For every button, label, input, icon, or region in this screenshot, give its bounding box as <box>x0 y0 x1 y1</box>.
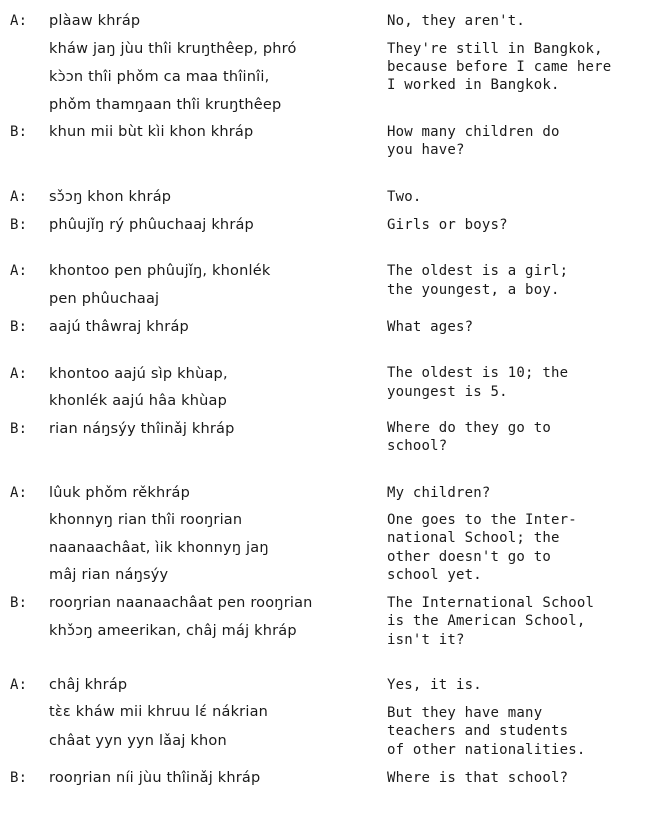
speaker-label: A: <box>10 366 28 382</box>
english-line: No, they aren't. <box>387 13 526 29</box>
speaker-label: B: <box>10 421 28 437</box>
thai-line: naanaachâat, ìik khonnyŋ jaŋ <box>49 540 269 556</box>
thai-line: lûuk phǒm rěkhráp <box>49 485 191 501</box>
thai-line: châat yyn yyn lǎaj khon <box>49 733 227 749</box>
thai-line: khontoo aajú sìp khùap, <box>49 366 228 382</box>
speaker-label: B: <box>10 217 28 233</box>
english-line: Girls or boys? <box>387 217 508 233</box>
speaker-label: B: <box>10 595 28 611</box>
speaker-label: A: <box>10 677 28 693</box>
speaker-label: B: <box>10 124 28 140</box>
thai-line: plàaw khráp <box>49 13 141 29</box>
english-line: Yes, it is. <box>387 677 482 693</box>
english-line: you have? <box>387 142 465 158</box>
english-line: I worked in Bangkok. <box>387 77 560 93</box>
thai-line: tɛ̀ɛ kháw mii khruu lɛ́ nákrian <box>49 704 269 720</box>
english-line: My children? <box>387 485 491 501</box>
thai-line: mâj rian náŋsýy <box>49 567 169 583</box>
thai-line: rooŋrian níi jùu thîinǎj khráp <box>49 770 261 786</box>
thai-line: khonlék aajú hâa khùap <box>49 393 228 409</box>
english-line: national School; the <box>387 530 560 546</box>
english-line: The oldest is 10; the <box>387 365 569 381</box>
speaker-label: A: <box>10 485 28 501</box>
speaker-label: B: <box>10 770 28 786</box>
thai-line: sɔ̌ɔŋ khon khráp <box>49 189 172 205</box>
speaker-label: A: <box>10 263 28 279</box>
english-line: Where do they go to <box>387 420 551 436</box>
english-line: is the American School, <box>387 613 586 629</box>
thai-line: khontoo pen phûujǐŋ, khonlék <box>49 263 271 279</box>
english-line: How many children do <box>387 124 560 140</box>
english-line: The International School <box>387 595 595 611</box>
thai-line: khun mii bùt kìi khon khráp <box>49 124 254 140</box>
english-line: They're still in Bangkok, <box>387 41 603 57</box>
speaker-label: A: <box>10 13 28 29</box>
english-line: youngest is 5. <box>387 384 508 400</box>
thai-line: phûujǐŋ rý phûuchaaj khráp <box>49 217 254 233</box>
thai-line: phǒm thamŋaan thîi kruŋthêep <box>49 97 282 113</box>
thai-line: khɔ̌ɔŋ ameerikan, châj máj khráp <box>49 623 297 639</box>
thai-line: rian náŋsýy thîinǎj khráp <box>49 421 235 437</box>
english-line: other doesn't go to <box>387 549 551 565</box>
thai-line: châj khráp <box>49 677 128 693</box>
thai-line: pen phûuchaaj <box>49 291 160 307</box>
english-line: school yet. <box>387 567 482 583</box>
thai-line: kháw jaŋ jùu thîi kruŋthêep, phró <box>49 41 297 57</box>
english-line: isn't it? <box>387 632 465 648</box>
english-line: the youngest, a boy. <box>387 282 560 298</box>
english-line: Two. <box>387 189 422 205</box>
english-line: The oldest is a girl; <box>387 263 569 279</box>
english-line: because before I came here <box>387 59 612 75</box>
thai-line: kɔ̀ɔn thîi phǒm ca maa thîinîi, <box>49 69 270 85</box>
english-line: of other nationalities. <box>387 742 586 758</box>
speaker-label: A: <box>10 189 28 205</box>
english-line: What ages? <box>387 319 474 335</box>
english-line: But they have many <box>387 705 543 721</box>
english-line: One goes to the Inter- <box>387 512 577 528</box>
english-line: Where is that school? <box>387 770 569 786</box>
thai-line: aajú thâwraj khráp <box>49 319 189 335</box>
english-line: school? <box>387 438 448 454</box>
english-line: teachers and students <box>387 723 569 739</box>
thai-line: khonnyŋ rian thîi rooŋrian <box>49 512 243 528</box>
speaker-label: B: <box>10 319 28 335</box>
thai-line: rooŋrian naanaachâat pen rooŋrian <box>49 595 313 611</box>
